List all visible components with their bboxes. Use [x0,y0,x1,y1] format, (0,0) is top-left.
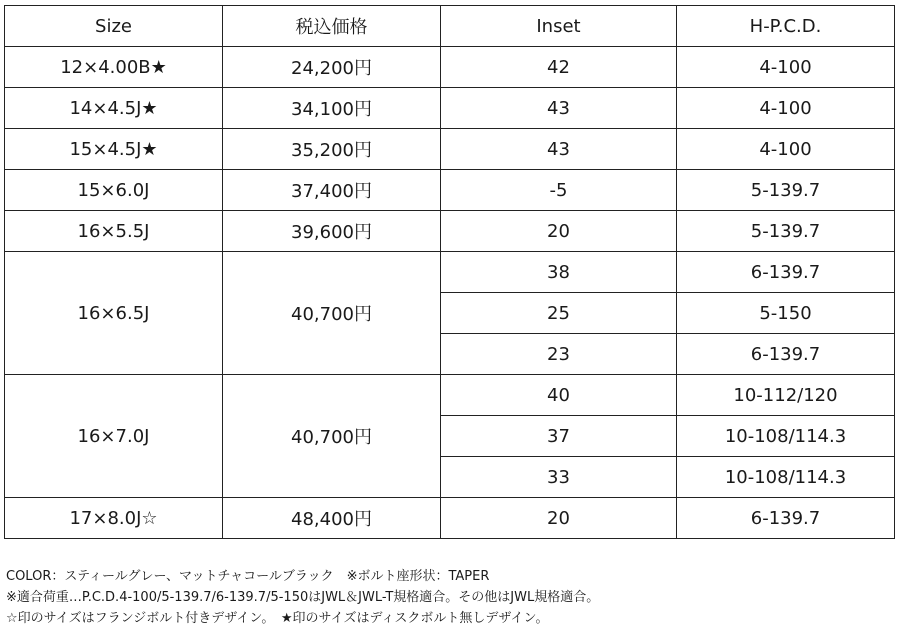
pcd-cell: 5-150 [677,293,895,334]
price-cell: 40,700円 [223,252,441,375]
pcd-cell: 4-100 [677,88,895,129]
header-pcd: H-P.C.D. [677,6,895,47]
price-cell: 39,600円 [223,211,441,252]
inset-cell: -5 [441,170,677,211]
note-load: ※適合荷重…P.C.D.4-100/5-139.7/6-139.7/5-150はJWL＆JWL-T規格適合。その他はJWL規格適合。 [6,590,600,605]
size-cell: 16×5.5J [5,211,223,252]
size-cell: 16×6.5J [5,252,223,375]
inset-cell: 25 [441,293,677,334]
pcd-cell: 10-112/120 [677,375,895,416]
size-cell: 12×4.00B★ [5,47,223,88]
header-row [5,6,895,47]
pcd-cell: 6-139.7 [677,498,895,539]
size-cell: 14×4.5J★ [5,88,223,129]
size-cell: 17×8.0J☆ [5,498,223,539]
pcd-cell: 6-139.7 [677,252,895,293]
pcd-cell: 4-100 [677,129,895,170]
table-row [5,498,895,539]
inset-cell: 20 [441,211,677,252]
price-cell: 35,200円 [223,129,441,170]
price-cell: 40,700円 [223,375,441,498]
table-row [5,211,895,252]
table-row [5,252,895,293]
header-inset: Inset [441,6,677,47]
inset-cell: 43 [441,129,677,170]
inset-cell: 43 [441,88,677,129]
pcd-cell: 5-139.7 [677,211,895,252]
inset-cell: 20 [441,498,677,539]
size-cell: 16×7.0J [5,375,223,498]
inset-cell: 23 [441,334,677,375]
note-color: COLOR：スティールグレー、マットチャコールブラック ※ボルト座形状：TAPER [6,569,490,584]
size-cell: 15×6.0J [5,170,223,211]
header-size: Size [5,6,223,47]
pcd-cell: 10-108/114.3 [677,457,895,498]
inset-cell: 42 [441,47,677,88]
table-row [5,88,895,129]
inset-cell: 40 [441,375,677,416]
pcd-cell: 6-139.7 [677,334,895,375]
table-row [5,129,895,170]
pcd-cell: 5-139.7 [677,170,895,211]
pcd-cell: 4-100 [677,47,895,88]
notes-block [6,566,894,629]
inset-cell: 33 [441,457,677,498]
inset-cell: 38 [441,252,677,293]
table-row [5,170,895,211]
table-row [5,47,895,88]
pcd-cell: 10-108/114.3 [677,416,895,457]
price-cell: 48,400円 [223,498,441,539]
size-cell: 15×4.5J★ [5,129,223,170]
price-cell: 34,100円 [223,88,441,129]
spec-table [4,5,895,539]
price-cell: 37,400円 [223,170,441,211]
inset-cell: 37 [441,416,677,457]
table-row [5,375,895,416]
price-cell: 24,200円 [223,47,441,88]
header-price: 税込価格 [223,6,441,47]
note-design: ☆印のサイズはフランジボルト付きデザイン。 ★印のサイズはディスクボルト無しデザイン。 [6,611,549,626]
